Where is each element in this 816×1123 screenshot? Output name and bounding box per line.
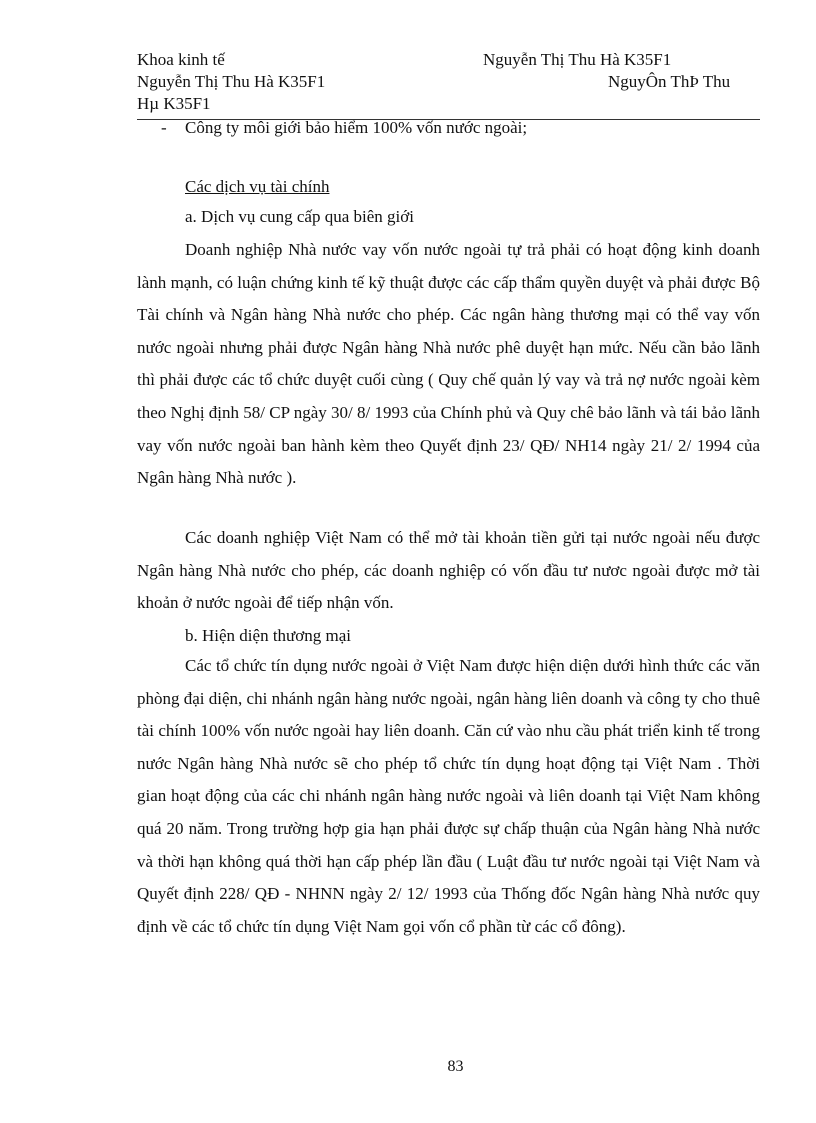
header-author-garbled-continued: Hµ K35F1 <box>137 94 211 113</box>
bullet-text: Công ty môi giới bảo hiểm 100% vốn nước ngoài; <box>185 118 528 137</box>
page-number: 83 <box>447 1058 464 1075</box>
header-author-garbled: NguyÔn ThÞ Thu <box>608 72 731 91</box>
header-author-right: Nguyễn Thị Thu Hà K35F1 <box>483 50 672 69</box>
bullet-item <box>137 118 527 138</box>
paragraph-3: Các tổ chức tín dụng nước ngoài ở Việt Nam được hiện diện dưới hình thức các văn phòng đại diện, chi nhánh ngân hàng nước ngoài, ngân hàng liên doanh và công ty cho thuê tài chính 100% vốn nước ngoài hay liên doanh. Căn cứ vào nhu cầu phát triển kinh tế trong nước Ngân hàng Nhà nước sẽ cho phép tổ chức tín dụng hoạt động tại Việt Nam . Thời gian hoạt động của các chi nhánh ngân hàng nước ngoài và liên doanh tại Việt Nam không quá 20 năm. Trong trường hợp gia hạn phải được sự chấp thuận của Ngân hàng Nhà nước và thời hạn không quá thời hạn cấp phép lần đầu ( Luật đầu tư nước ngoài tại Việt Nam và Quyết định 228/ QĐ - NHNN ngày 2/ 12/ 1993 của Thống đốc Ngân hàng Nhà nước quy định về các tổ chức tín dụng Việt Nam gọi vốn cổ phần từ các cổ đông). <box>137 656 760 936</box>
subheading-a: a. Dịch vụ cung cấp qua biên giới <box>185 207 414 226</box>
section-heading: Các dịch vụ tài chính <box>185 177 330 196</box>
header-author-left: Nguyễn Thị Thu Hà K35F1 <box>137 72 326 91</box>
paragraph-1: Doanh nghiệp Nhà nước vay vốn nước ngoài tự trả phải có hoạt động kinh doanh lành mạnh, có luận chứng kinh tế kỹ thuật được các cấp thẩm quyền duyệt và phải được Bộ Tài chính và Ngân hàng Nhà nước cho phép. Các ngân hàng thương mại có thể vay vốn nước ngoài nhưng phải được Ngân hàng Nhà nước phê duyệt hạn mức. Nếu cần bảo lãnh thì phải được các tổ chức duyệt cuối cùng ( Quy chế quản lý vay và trả nợ nước ngoài kèm theo Nghị định 58/ CP ngày 30/ 8/ 1993 của Chính phủ và Quy chê bảo lãnh và tái bảo lãnh vay vốn nước ngoài ban hành kèm theo Quyết định 23/ QĐ/ NH14 ngày 21/ 2/ 1994 của Ngân hàng Nhà nước ). <box>137 240 760 488</box>
header-faculty: Khoa kinh tế <box>137 50 225 69</box>
subheading-b: b. Hiện diện thương mại <box>185 626 351 645</box>
paragraph-2: Các doanh nghiệp Việt Nam có thể mở tài khoản tiền gửi tại nước ngoài nếu được Ngân hàng Nhà nước cho phép, các doanh nghiệp có vốn đầu tư nươc ngoài được mở tài khoản ở nước ngoài để tiếp nhận vốn. <box>137 528 760 613</box>
bullet-marker: - <box>161 118 167 137</box>
